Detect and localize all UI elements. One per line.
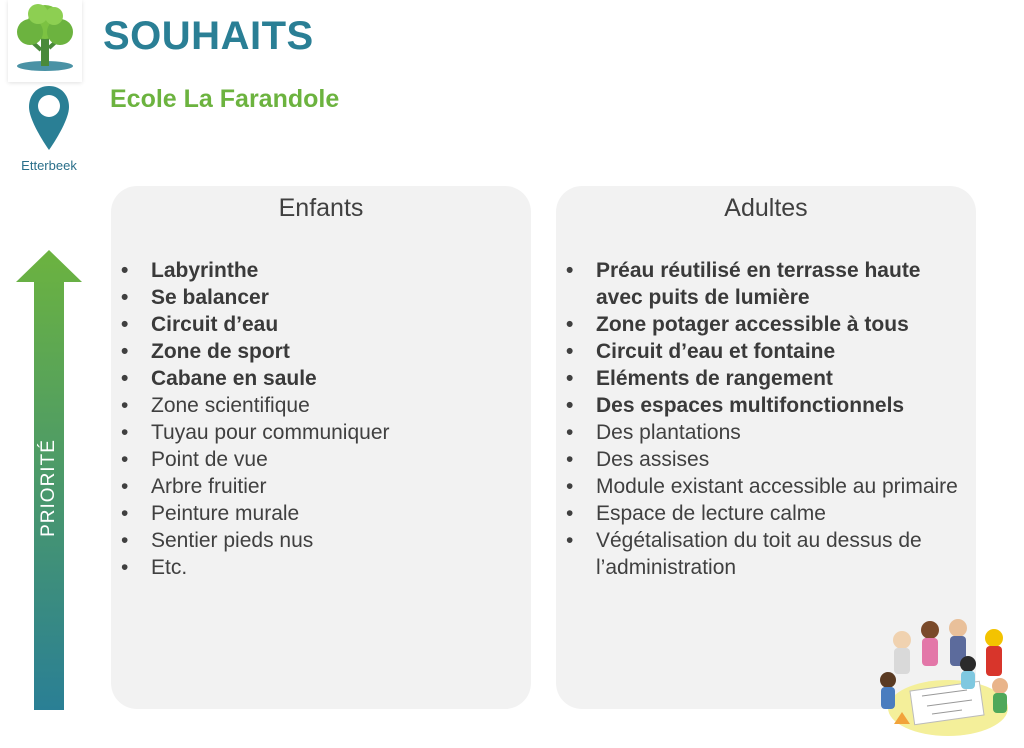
list-item: • Cabane en saule: [119, 365, 519, 392]
list-item: • Zone de sport: [119, 338, 519, 365]
list-item: • Des plantations: [564, 419, 964, 446]
enfants-list: [119, 257, 519, 581]
tree-logo: [8, 0, 82, 82]
list-item: • Labyrinthe: [119, 257, 519, 284]
list-item: • Espace de lecture calme: [564, 500, 964, 527]
list-item: • Préau réutilisé en terrasse haute avec puits de lumière: [564, 257, 964, 311]
enfants-heading: Enfants: [278, 194, 364, 222]
list-item: • Se balancer: [119, 284, 519, 311]
list-item: • Etc.: [119, 554, 519, 581]
adultes-heading: Adultes: [724, 194, 808, 222]
list-item: • Des espaces multifonctionnels: [564, 392, 964, 419]
list-item: • Arbre fruitier: [119, 473, 519, 500]
list-item: • Zone scientifique: [119, 392, 519, 419]
list-item: • Circuit d’eau et fontaine: [564, 338, 964, 365]
enfants-panel: [111, 186, 531, 709]
list-item: • Zone potager accessible à tous: [564, 311, 964, 338]
list-item: • Tuyau pour communiquer: [119, 419, 519, 446]
school-name: Ecole La Farandole: [110, 85, 340, 113]
list-item: • Eléments de rangement: [564, 365, 964, 392]
list-item: • Circuit d’eau: [119, 311, 519, 338]
list-item: • Point de vue: [119, 446, 519, 473]
location-label: Etterbeek: [21, 158, 77, 173]
list-item: • Sentier pieds nus: [119, 527, 519, 554]
page-title: SOUHAITS: [103, 14, 314, 58]
list-item: • Peinture murale: [119, 500, 519, 527]
people-around-plan-illustration: [872, 616, 1016, 740]
adultes-list: [564, 257, 964, 581]
list-item: • Module existant accessible au primaire: [564, 473, 964, 500]
tree-logo-icon: [8, 0, 82, 82]
map-pin-icon: [26, 84, 72, 154]
list-item: • Végétalisation du toit au dessus de l’administration: [564, 527, 964, 581]
list-item: • Des assises: [564, 446, 964, 473]
priority-label: PRIORITÉ: [38, 439, 59, 537]
